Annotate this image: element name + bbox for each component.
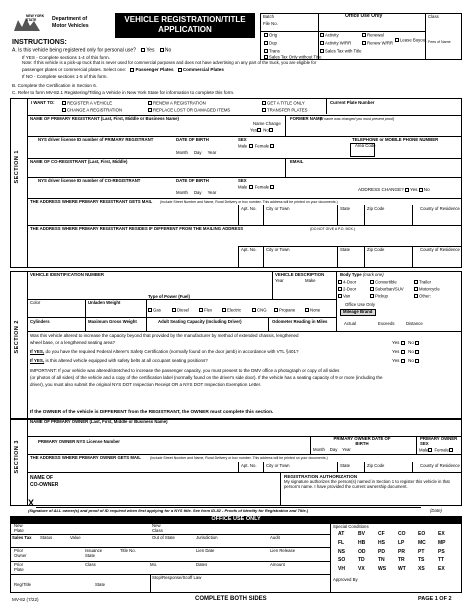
- code[interactable]: TD: [358, 557, 365, 564]
- owner-county-label: County of Residence: [420, 463, 460, 468]
- want-renew: RENEW A REGISTRATION: [148, 101, 206, 106]
- mo-label: Mo.: [150, 562, 158, 567]
- complete-both-sides: COMPLETE BOTH SIDES: [195, 596, 267, 602]
- section2-box: [10, 271, 462, 420]
- sex-label: SEX: [238, 137, 247, 142]
- sex-co-label: SEX: [238, 178, 247, 183]
- code[interactable]: PT: [418, 548, 425, 555]
- owner-dob-parts: Month Day Year: [313, 447, 351, 452]
- checkbox[interactable]: [264, 49, 268, 53]
- checkbox[interactable]: [305, 308, 309, 312]
- file-no-label: File No.: [263, 21, 278, 26]
- checkbox[interactable]: [62, 108, 66, 112]
- want-title-only: GET A TITLE ONLY: [262, 101, 305, 106]
- fuel-electric: Electric: [222, 308, 241, 313]
- body-type-label: Body Type (mark one): [340, 272, 384, 277]
- cylinders-label: Cylinders: [30, 319, 50, 324]
- dates-label: Dates: [196, 562, 208, 567]
- year-label: Year: [275, 278, 284, 283]
- stop-law-label: Stop/Response/Scoff Law: [152, 575, 202, 580]
- apt-label-2: Apt. No.: [241, 247, 257, 252]
- name-change-yes-checkbox[interactable]: [257, 128, 261, 132]
- office-use-dry-label: Office Use Only: [345, 302, 376, 307]
- new-plate-label: New Plate: [14, 523, 24, 533]
- office-check-orig: Orig: [264, 33, 277, 38]
- reg-auth-label: REGISTRATION AUTHORIZATION: [284, 474, 358, 479]
- address-change-yes-checkbox[interactable]: [405, 188, 409, 192]
- name-change-label: Name Change: [253, 121, 281, 126]
- prior-plate-label: Prior Plate: [14, 562, 24, 572]
- status-label: Status: [40, 535, 53, 540]
- important-line1: IMPORTANT: If your vehicle was altered/stretched to increase the passenger capacity, you must present to the DMV office a photograph or copy of all sides: [30, 368, 340, 373]
- office-check-renewal: Renewal: [362, 33, 384, 38]
- instruction-if-no: If NO - Complete sections 1-5 of this form.: [22, 74, 108, 79]
- q3-no-checkbox[interactable]: [415, 359, 419, 363]
- seating-capacity-label: Adult Seating Capacity (Including Driver): [158, 319, 242, 324]
- dob-co-parts: Month Day Year: [176, 190, 217, 195]
- reg-title-label: Reg/Title: [14, 582, 32, 587]
- address-change: ADDRESS CHANGE? Yes No: [358, 187, 430, 192]
- owner-different-label: If the OWNER of the vehicle is DIFFERENT from the REGISTRANT, the OWNER must complete this section.: [30, 410, 274, 415]
- code[interactable]: EO: [418, 531, 426, 537]
- checkbox[interactable]: [148, 308, 152, 312]
- section3-label: SECTION 3: [14, 440, 20, 474]
- instructions-heading: INSTRUCTIONS:: [12, 39, 67, 46]
- primary-owner-license-label: PRIMARY OWNER NYS License Number: [38, 439, 120, 444]
- checkbox[interactable]: [362, 41, 366, 45]
- code[interactable]: TT: [438, 557, 445, 564]
- zip-label-2: Zip Code: [367, 247, 385, 252]
- co-owner-label: CO-OWNER: [30, 482, 59, 488]
- form-title-line1: VEHICLE REGISTRATION/TITLE: [124, 15, 246, 24]
- code[interactable]: PS: [438, 548, 445, 555]
- checkbox[interactable]: [338, 294, 342, 298]
- state-label: State: [340, 206, 351, 211]
- checkbox[interactable]: [264, 33, 268, 37]
- address-change-no-checkbox[interactable]: [419, 188, 423, 192]
- office-check-activity-rr: Activity W/RR: [320, 41, 351, 46]
- former-name-note: (If name was changed you must present proof): [320, 117, 395, 121]
- checkbox[interactable]: [395, 38, 399, 42]
- body-4door: 4-Door: [338, 280, 356, 285]
- lien-release-label: Lien Release: [270, 548, 296, 553]
- new-class-label: New Class: [152, 523, 163, 533]
- checkbox[interactable]: [264, 55, 268, 59]
- state-label-3: State: [95, 582, 106, 587]
- telephone-label: TELEPHONE or MOBILE PHONE NUMBER: [352, 137, 439, 142]
- checkbox[interactable]: [362, 33, 366, 37]
- q2-yes-checkbox[interactable]: [401, 350, 405, 354]
- odometer-exceeds: Exceeds: [378, 321, 395, 326]
- checkbox[interactable]: [262, 108, 266, 112]
- code[interactable]: NS: [338, 548, 345, 555]
- signature-note: (Signature of ALL owner(s) and proof of ID required when first applying for a NYS title. See form ID-82 - Proofs of Identity for Registration and Title.): [28, 508, 309, 513]
- checkbox[interactable]: [148, 101, 152, 105]
- dob-parts: Month Day Year: [176, 150, 217, 155]
- owner-mail-address-label: THE ADDRESS WHERE PRIMARY OWNER GETS MAIL: [30, 455, 141, 460]
- important-line2: (or photos of all sides) of the vehicle and a copy of the certification label (normally found on the driver's side door). If the vehicle has a seating capacity of 9 or more (including the: [30, 375, 383, 380]
- class-label-2: Class: [85, 562, 96, 567]
- fuel-flex: Flex: [199, 308, 212, 313]
- zip-label: Zip Code: [367, 206, 385, 211]
- current-plate-label: Current Plate Number: [330, 100, 375, 105]
- i-want-to-label: I WANT TO:: [31, 100, 55, 105]
- office-use-band: OFFICE USE ONLY: [10, 516, 462, 523]
- area-code-label: Area Code: [355, 143, 376, 148]
- agency-name-line2: Motor Vehicles: [52, 23, 89, 29]
- checkbox[interactable]: [262, 101, 266, 105]
- instruction-if-yes: If YES - Complete sections 1-4 of this form.: [22, 55, 110, 60]
- odometer-label: Odometer Reading in Miles: [272, 319, 328, 324]
- want-change: CHANGE A REGISTRATION: [62, 108, 122, 113]
- amount-label: Amount: [270, 562, 285, 567]
- reg-auth-text: My signature authorizes the person(s) named in Section 1 to register this vehicle in that person's name. I have provided the current ownership document.: [284, 479, 450, 489]
- fuel-cng: CNG: [252, 308, 267, 313]
- code[interactable]: MC: [418, 539, 426, 546]
- code[interactable]: CO: [398, 531, 406, 537]
- office-check-renew-rr: Renew W/RR: [362, 41, 393, 46]
- email-label: EMAIL: [290, 159, 304, 164]
- checkbox[interactable]: [148, 108, 152, 112]
- class-label: Class: [428, 14, 439, 19]
- unladen-weight-label: Unladen Weight: [88, 300, 121, 305]
- q1-yes-checkbox[interactable]: [401, 341, 405, 345]
- sales-tax-label: Sales Tax: [12, 535, 32, 540]
- type-of-power-label: Type of Power (Fuel): [148, 294, 190, 299]
- code[interactable]: AT: [338, 531, 345, 537]
- q1-no-checkbox[interactable]: [415, 341, 419, 345]
- instruction-note1: Note: If this vehicle is a pick-up truck that is never used for commercial purposes and does not have advertising on any part of the truck, you are eligible for: [22, 60, 317, 65]
- important-line3: driver), you must also submit the original NYS DOT Inspection Receipt OR a NYS DOT Inspection Exemption Letter.: [30, 382, 262, 387]
- checkbox[interactable]: [414, 294, 418, 298]
- mail-address-label: THE ADDRESS WHERE PRIMARY REGISTRANT GETS MAIL: [30, 199, 153, 204]
- code[interactable]: BV: [358, 531, 365, 537]
- max-gross-weight-label: Maximum Gross Weight: [88, 319, 137, 324]
- want-register: REGISTER A VEHICLE: [62, 101, 112, 106]
- q2-options: Yes No: [392, 349, 420, 354]
- primary-owner-dob-label: PRIMARY OWNER DATE OF BIRTH: [333, 436, 391, 446]
- code[interactable]: WT: [398, 566, 406, 572]
- code[interactable]: PD: [378, 548, 385, 555]
- code[interactable]: CF: [378, 531, 385, 537]
- co-female-checkbox[interactable]: [270, 185, 274, 189]
- primary-owner-label: NAME OF PRIMARY OWNER (Last, First, Middle or Business Name): [30, 419, 168, 424]
- owner-mail-note: (Include Street Number and Name, Rural Delivery or box number. This address will be printed on your documents.): [150, 456, 328, 460]
- checkbox[interactable]: [320, 49, 324, 53]
- checkbox[interactable]: [172, 308, 176, 312]
- altered-question-3: If YES, is this altered vehicle equipped with safety belts at all occupant seating positions?: [30, 358, 208, 363]
- vehicle-desc-label: VEHICLE DESCRIPTION: [275, 272, 325, 277]
- q3-options: Yes No: [392, 358, 420, 363]
- date-label: (Date): [430, 508, 442, 513]
- vin-label: VEHICLE IDENTIFICATION NUMBER: [30, 272, 104, 277]
- area-code-input[interactable]: [350, 143, 375, 157]
- office-check-lease: Lease Buyout: [395, 38, 426, 43]
- color-label: Color: [30, 300, 41, 305]
- office-check-dup: Dup: [264, 41, 277, 46]
- code[interactable]: TN: [378, 557, 385, 564]
- q2-no-checkbox[interactable]: [415, 350, 419, 354]
- office-check-sales-tax-title: Sales Tax with Title: [320, 49, 361, 54]
- code[interactable]: LP: [398, 539, 405, 546]
- office-check-activity: Activity: [320, 33, 339, 38]
- owner-city-label: City or Town: [266, 463, 290, 468]
- form-number: MV-82 (7/22): [12, 597, 39, 602]
- checkbox[interactable]: [222, 308, 226, 312]
- office-check-trans: Trans: [264, 49, 280, 54]
- checkbox[interactable]: [274, 308, 278, 312]
- code[interactable]: MP: [438, 539, 446, 546]
- owner-state-label: State: [340, 463, 351, 468]
- code[interactable]: TR: [398, 557, 405, 564]
- checkbox[interactable]: [338, 280, 342, 284]
- approved-by-label: Approved By: [333, 577, 358, 582]
- code[interactable]: TS: [418, 557, 425, 564]
- fees-label: Fees of Name: [428, 40, 451, 44]
- checkbox[interactable]: [320, 33, 324, 37]
- passenger-plates-checkbox[interactable]: [130, 68, 134, 72]
- primary-registrant-input[interactable]: [30, 123, 245, 134]
- code[interactable]: EX: [438, 566, 445, 572]
- sex-co-options: Male Female: [238, 185, 275, 190]
- checkbox[interactable]: [264, 41, 268, 45]
- body-pickup: Pickup: [370, 294, 388, 299]
- jurisdiction-label: Jurisdiction: [196, 535, 218, 540]
- checkbox[interactable]: [252, 308, 256, 312]
- code[interactable]: VH: [338, 566, 345, 572]
- owner-female-checkbox[interactable]: [449, 448, 453, 452]
- signature-x: X: [28, 498, 35, 508]
- name-change-no-checkbox[interactable]: [269, 128, 273, 132]
- owner-sex-options: Male Female: [419, 448, 454, 453]
- section3-box: [10, 418, 462, 506]
- audit-label: Audit: [270, 535, 280, 540]
- personal-use-yes-checkbox[interactable]: [141, 48, 145, 52]
- former-name-label: FORMER NAME: [290, 116, 323, 121]
- lien-date-label: Lien Date: [196, 548, 215, 553]
- instruction-a: A. Is this vehicle being registered only for personal use? Yes No: [12, 47, 172, 54]
- male-checkbox[interactable]: [249, 144, 253, 148]
- apt-label: Apt. No.: [241, 206, 257, 211]
- co-registrant-label: NAME OF CO-REGISTRANT (Last, First, Middle): [30, 159, 128, 164]
- code[interactable]: XS: [418, 566, 425, 572]
- want-transfer: TRANSFER PLATES: [262, 108, 308, 113]
- altered-question-1a: Was this vehicle altered to increase the capacity beyond that provided by the manufacturer by method of extended chassis, lengthened: [30, 333, 299, 338]
- logo-text-line1: NEW YORK: [26, 14, 45, 18]
- body-van: Van: [338, 294, 350, 299]
- body-motorcycle: Motorcycle: [414, 287, 440, 292]
- code[interactable]: EX: [438, 531, 445, 537]
- dmv-logo: [12, 14, 46, 34]
- code[interactable]: OD: [358, 548, 366, 555]
- title-no-label: Title No.: [120, 548, 136, 553]
- section2-label: SECTION 2: [14, 320, 20, 354]
- personal-use-no-checkbox[interactable]: [160, 48, 164, 52]
- special-conditions-label: Special Conditions: [333, 524, 369, 529]
- body-trailer: Trailer: [414, 280, 431, 285]
- commercial-plates-checkbox[interactable]: [178, 68, 182, 72]
- city-label: City or Town: [266, 206, 290, 211]
- dob-label: DATE OF BIRTH: [176, 137, 209, 142]
- odometer-actual: Actual: [344, 321, 356, 326]
- resides-note: (DO NOT GIVE A P.O. BOX.): [310, 227, 355, 231]
- q3-yes-checkbox[interactable]: [401, 359, 405, 363]
- checkbox[interactable]: [370, 294, 374, 298]
- instruction-note2: passenger plates or commercial plates. Select one: Passenger Plates Commercial Plates: [22, 67, 224, 72]
- checkbox[interactable]: [370, 280, 374, 284]
- county-label-2: County of Residence: [420, 247, 460, 252]
- checkbox[interactable]: [414, 287, 418, 291]
- owner-zip-label: Zip Code: [367, 463, 385, 468]
- code[interactable]: HS: [378, 539, 385, 546]
- value-label: Value: [70, 535, 81, 540]
- primary-owner-sex-label: PRIMARY OWNER SEX: [420, 436, 458, 446]
- prior-owner-label: Prior Owner: [14, 548, 27, 558]
- fuel-propane: Propane: [274, 308, 295, 313]
- form-title-band: [115, 13, 255, 38]
- primary-registrant-label: NAME OF PRIMARY REGISTRANT (Last, First, Middle or Business Name): [30, 116, 179, 121]
- agency-name-line1: Department of: [52, 16, 88, 22]
- office-check-sales-tax-only: Sales Tax Only without Title: [264, 55, 321, 60]
- resides-address-label: THE ADDRESS WHERE PRIMARY REGISTRANT RESIDES IF DIFFERENT FROM THE MAILING ADDRESS: [30, 226, 244, 231]
- checkbox[interactable]: [199, 308, 203, 312]
- code[interactable]: FL: [338, 539, 345, 546]
- city-label-2: City or Town: [266, 247, 290, 252]
- state-label-2: State: [340, 247, 351, 252]
- special-conditions-codes: [338, 532, 458, 573]
- page-number: PAGE 1 OF 2: [418, 596, 452, 602]
- altered-question-1b: wheel base, or a lengthened seating area?: [30, 340, 116, 345]
- body-suv: Suburban/SUV: [370, 287, 404, 292]
- female-checkbox[interactable]: [270, 144, 274, 148]
- nys-license-primary-label: NYS driver license ID number of PRIMARY REGISTRANT: [38, 137, 154, 142]
- fuel-diesel: Diesel: [172, 308, 189, 313]
- code[interactable]: PR: [398, 548, 405, 555]
- make-label: Make: [305, 278, 316, 283]
- code[interactable]: WS: [378, 566, 387, 572]
- county-label: County of Residence: [420, 206, 460, 211]
- dob-co-label: DATE OF BIRTH: [176, 178, 209, 183]
- code[interactable]: SO: [338, 557, 346, 564]
- checkbox[interactable]: [370, 287, 374, 291]
- fuel-gas: Gas: [148, 308, 161, 313]
- instruction-b: B. Complete the Certification in Section 6.: [12, 83, 98, 88]
- logo-text-line2: STATE: [26, 18, 37, 22]
- codes-grid: [338, 532, 458, 573]
- q1-options: Yes No: [392, 340, 420, 345]
- body-convertible: Convertible: [370, 280, 397, 285]
- mail-address-note: (Include Street Number and Name, Rural Delivery or box number. This address will be printed on your documents.): [160, 200, 338, 204]
- checkbox[interactable]: [320, 41, 324, 45]
- fuel-none: None: [305, 308, 320, 313]
- checkbox[interactable]: [414, 280, 418, 284]
- body-2door: 2-Door: [338, 287, 356, 292]
- body-other: Other:: [414, 294, 431, 299]
- mileage-brand-label: Mileage Brand: [343, 309, 373, 314]
- co-male-checkbox[interactable]: [249, 185, 253, 189]
- nys-license-co-label: NYS driver license ID number of CO-REGISTRANT: [38, 178, 141, 183]
- instruction-c: C. Refer to form MV-82.1 Registering/Titling a Vehicle in New York State for information to complete this form.: [12, 90, 235, 95]
- out-of-state-label: Out of State: [152, 535, 175, 540]
- form-title-line2: APPLICATION: [158, 25, 212, 34]
- code[interactable]: VX: [358, 566, 365, 572]
- name-of-label: NAME OF: [30, 475, 54, 481]
- altered-question-2: If YES, do you have the required Federal Alterer's Safety Certification (normally found on the door jamb) in accordance with VTL §401?: [30, 349, 299, 354]
- sex-options: Male Female: [238, 144, 275, 149]
- owner-apt-label: Apt. No.: [241, 463, 257, 468]
- name-change-options: Yes No: [250, 128, 274, 133]
- batch-label: Batch: [263, 14, 274, 19]
- checkbox[interactable]: [62, 101, 66, 105]
- code[interactable]: HB: [358, 539, 366, 546]
- odometer-distance: Distance: [406, 321, 423, 326]
- checkbox[interactable]: [338, 287, 342, 291]
- section1-label: SECTION 1: [14, 150, 20, 184]
- want-replace: REPLACE LOST OR DAMAGED ITEMS: [148, 108, 230, 113]
- office-use-title: Office Use Only: [345, 13, 383, 19]
- issuance-state-label: Issuance State: [85, 548, 103, 558]
- owner-male-checkbox[interactable]: [428, 448, 432, 452]
